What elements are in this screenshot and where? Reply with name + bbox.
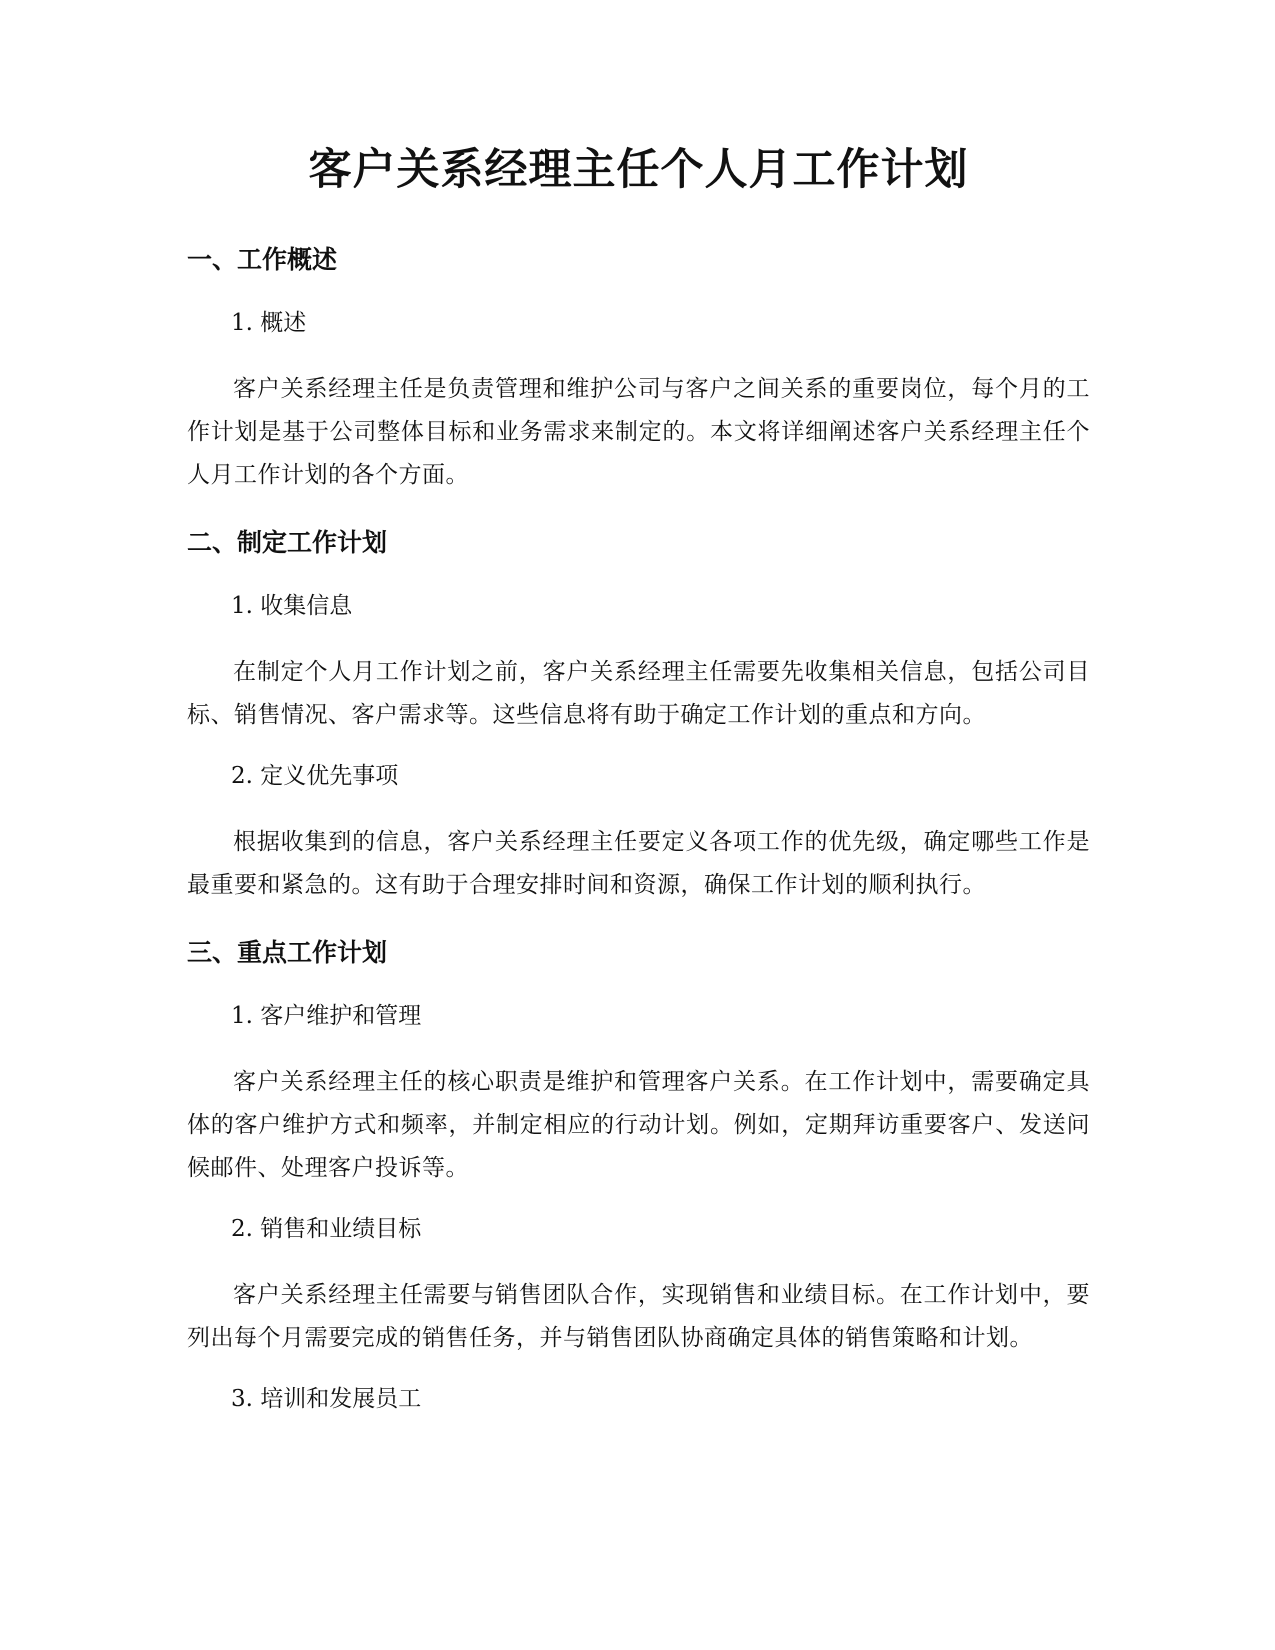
section-heading: 三、重点工作计划 [187, 938, 388, 967]
sub-heading: 1. 概述 [231, 310, 307, 336]
document-title: 客户关系经理主任个人月工作计划 [308, 145, 969, 195]
sub-heading: 1. 客户维护和管理 [231, 1003, 422, 1029]
paragraph: 客户关系经理主任需要与销售团队合作，实现销售和业绩目标。在工作计划中，要列出每个月需要完成的销售任务，并与销售团队协商确定具体的销售策略和计划。 [187, 1282, 1090, 1351]
sub-heading: 2. 定义优先事项 [231, 763, 399, 789]
sub-heading: 1. 收集信息 [231, 593, 353, 619]
section-heading: 二、制定工作计划 [187, 528, 388, 557]
sub-heading: 2. 销售和业绩目标 [231, 1216, 422, 1242]
section-heading: 一、工作概述 [187, 245, 338, 274]
paragraph: 客户关系经理主任是负责管理和维护公司与客户之间关系的重要岗位，每个月的工作计划是基于公司整体目标和业务需求来制定的。本文将详细阐述客户关系经理主任个人月工作计划的各个方面。 [187, 376, 1090, 488]
paragraph: 根据收集到的信息，客户关系经理主任要定义各项工作的优先级，确定哪些工作是最重要和紧急的。这有助于合理安排时间和资源，确保工作计划的顺利执行。 [187, 829, 1090, 898]
paragraph: 在制定个人月工作计划之前，客户关系经理主任需要先收集相关信息，包括公司目标、销售情况、客户需求等。这些信息将有助于确定工作计划的重点和方向。 [187, 659, 1090, 728]
paragraph: 客户关系经理主任的核心职责是维护和管理客户关系。在工作计划中，需要确定具体的客户维护方式和频率，并制定相应的行动计划。例如，定期拜访重要客户、发送问候邮件、处理客户投诉等。 [187, 1069, 1090, 1181]
sub-heading: 3. 培训和发展员工 [231, 1386, 422, 1412]
